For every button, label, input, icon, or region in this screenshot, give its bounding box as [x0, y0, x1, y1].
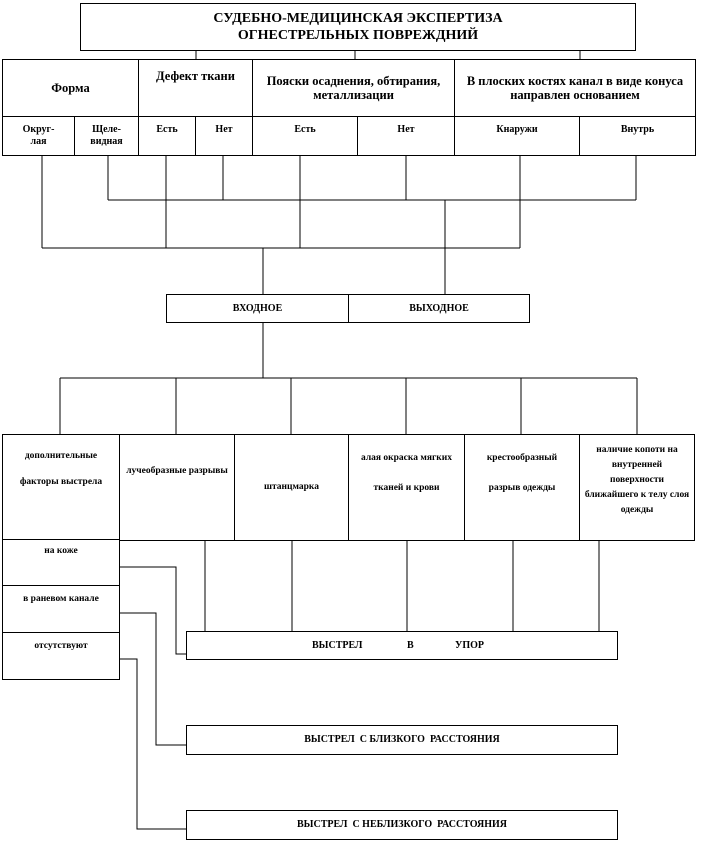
exit-wound-box: [348, 294, 530, 323]
page-title: СУДЕБНО-МЕДИЦИНСКАЯ ЭКСПЕРТИЗА ОГНЕСТРЕЛЬНЫХ ПОВРЕЖДНИЙ: [213, 11, 503, 43]
sign-stamp-mark: [234, 434, 349, 541]
sub-slit: [74, 116, 139, 156]
sign-soot: [579, 434, 695, 541]
sub-round-label: Округ-лая: [22, 124, 55, 147]
result-distant-shot: [186, 810, 618, 840]
result-distant-shot-label: ВЫСТРЕЛ С НЕБЛИЗКОГО РАССТОЯНИЯ: [296, 819, 507, 831]
sub-defect-yes: [138, 116, 196, 156]
header-belts-label: Пояски осаднения, обтирания, металлизации: [266, 73, 441, 102]
sign-radial-tears-label: лучеобразные разрывы: [126, 466, 228, 476]
sign-cross-tear-label: крестообразный разрыв одежды: [486, 453, 558, 493]
sub-inward: [579, 116, 696, 156]
sub-defect-no-label: Нет: [215, 124, 233, 135]
header-defect-label: Дефект ткани: [156, 69, 235, 83]
result-contact-word2: В: [407, 640, 414, 651]
factor-on-skin-label: на коже: [44, 546, 78, 556]
factor-in-canal-label: в раневом канале: [23, 594, 99, 604]
entry-wound-box: [166, 294, 349, 323]
result-contact-shot: [186, 631, 618, 660]
sign-additional-factors: [2, 434, 120, 540]
sign-pink-coloring: [348, 434, 465, 541]
result-close-range-label: ВЫСТРЕЛ С БЛИЗКОГО РАССТОЯНИЯ: [304, 734, 500, 746]
header-flat-bones: [454, 59, 696, 117]
header-flat-bones-label: В плоских костях канал в виде конуса направлен основанием: [466, 73, 684, 102]
entry-wound-label: ВХОДНОЕ: [232, 302, 283, 314]
header-form: [2, 59, 139, 117]
sub-defect-yes-label: Есть: [156, 124, 178, 135]
sign-pink-coloring-label: алая окраска мягких тканей и крови: [361, 453, 452, 493]
sub-belts-yes-label: Есть: [294, 124, 316, 135]
sub-outward-label: Кнаружи: [496, 124, 538, 135]
factor-absent-label: отсутствуют: [34, 641, 88, 651]
sign-additional-factors-label: дополнительные факторы выстрела: [19, 451, 103, 487]
factor-on-skin: [2, 539, 120, 586]
header-defect: [138, 59, 253, 117]
sign-cross-tear: [464, 434, 580, 541]
sub-defect-no: [195, 116, 253, 156]
sub-belts-yes: [252, 116, 358, 156]
sub-belts-no-label: Нет: [397, 124, 415, 135]
sub-round: [2, 116, 75, 156]
result-contact-word1: ВЫСТРЕЛ: [312, 640, 363, 651]
result-contact-word3: УПОР: [455, 640, 485, 651]
sub-belts-no: [357, 116, 455, 156]
factor-in-canal: [2, 585, 120, 633]
header-form-label: Форма: [51, 80, 90, 95]
sub-inward-label: Внутрь: [620, 124, 655, 135]
sub-outward: [454, 116, 580, 156]
result-close-range: [186, 725, 618, 755]
sub-slit-label: Щеле-видная: [90, 124, 123, 147]
sign-radial-tears: [119, 434, 235, 541]
exit-wound-label: ВЫХОДНОЕ: [409, 302, 469, 314]
factor-absent: [2, 632, 120, 680]
title-box: [80, 3, 636, 51]
header-belts: [252, 59, 455, 117]
sign-soot-label: наличие копоти на внутренней поверхности ближайшего к телу слоя одежды: [584, 445, 690, 515]
sign-stamp-mark-label: штанцмарка: [263, 482, 320, 493]
